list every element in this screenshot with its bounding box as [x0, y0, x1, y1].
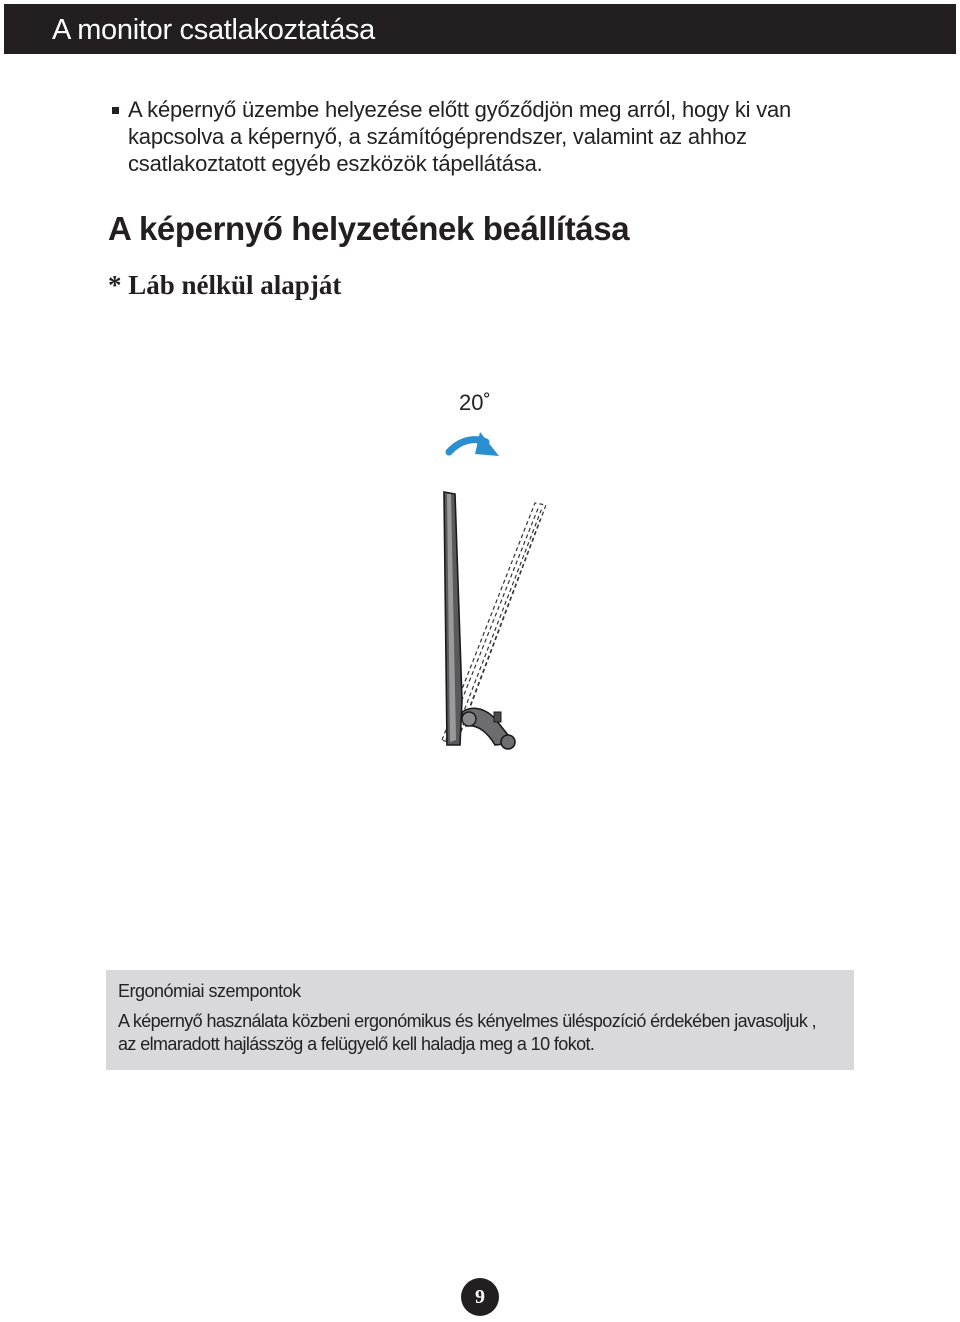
bullet-icon — [112, 107, 119, 114]
tilt-arrow-icon — [449, 432, 499, 456]
intro-text: A képernyő üzembe helyezése előtt győződjön meg arról, hogy ki van kapcsolva a képernyő, a számítógéprendszer, valamint az ahhoz csatlakoztatott egyéb eszközök tápellátása. — [128, 97, 792, 176]
note-text: A képernyő használata közbeni ergonómikus és kényelmes üléspozíció érdekében javasoljuk , az elmaradott hajlásszög a felügyelő kell haladja meg a 10 fokot. — [118, 1011, 817, 1054]
page-title: A monitor csatlakoztatása — [52, 14, 375, 46]
tilt-angle-label: 20˚ — [459, 390, 491, 415]
monitor-icon — [444, 492, 462, 745]
monitor-tilt-illustration — [400, 380, 570, 760]
section-heading: A képernyő helyzetének beállítása — [108, 210, 630, 247]
note-title: Ergonómiai szempontok — [118, 981, 301, 1001]
header-bar — [4, 4, 956, 54]
monitor-hinge-icon — [462, 708, 515, 749]
section-subheading: * Láb nélkül alapját — [108, 270, 342, 300]
intro-paragraph — [112, 96, 842, 177]
ergonomics-note — [106, 970, 854, 1070]
page-number: 9 — [461, 1278, 499, 1316]
